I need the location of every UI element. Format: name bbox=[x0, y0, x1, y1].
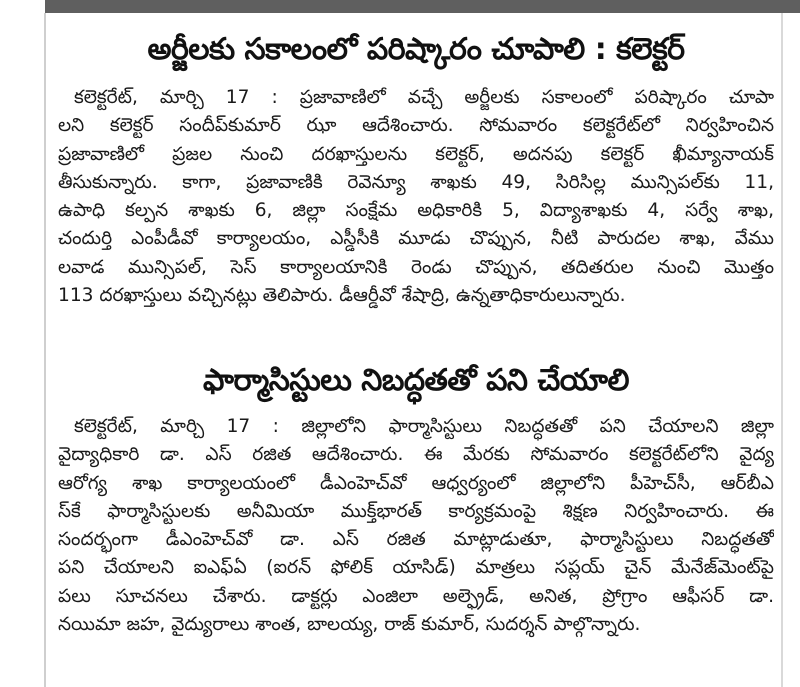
article-pharmacists bbox=[58, 359, 774, 639]
article-line: ఉపాధి కల్పన శాఖకు 6, జిల్లా సంక్షేమ అధికారికి 5, విద్యాశాఖకు 4, సర్వే శాఖ, bbox=[58, 200, 774, 222]
article-line: తీసుకున్నారు. కాగా, ప్రజావాణికి రెవెన్యూ శాఖకు 49, సిరిసిల్ల మున్సిపల్‌కు 11, bbox=[58, 171, 774, 193]
article-line: ఆరోగ్య శాఖ కార్యాలయంలో డీఎంహెచ్‌వో ఆధ్వర్యంలో జిల్లాలోని పీహెచ్‌సీ, ఆర్‌బీఎ bbox=[58, 472, 774, 494]
article-line: కలెక్టరేట్, మార్చి 17 : జిల్లాలోని ఫార్మాసిస్టులు నిబద్ధతతో పని చేయాలని జిల్లా bbox=[74, 416, 774, 437]
article-line: లని కలెక్టర్ సందీప్‌కుమార్ ఝా ఆదేశించారు. సోమవారం కలెక్టరేట్‌లో నిర్వహించిన bbox=[58, 115, 774, 137]
article-body bbox=[58, 413, 774, 639]
article-line: వైద్యాధికారి డా. ఎస్ రజిత ఆదేశించారు. ఈ మేరకు సోమవారం కలెక్టరేట్‌లోని వైద్య bbox=[58, 444, 774, 466]
article-line: కలెక్టరేట్, మార్చి 17 : ప్రజావాణిలో వచ్చే అర్జీలకు సకాలంలో పరిష్కారం చూపా bbox=[74, 87, 774, 108]
article-headline: అర్జీలకు సకాలంలో పరిష్కారం చూపాలి : కలెక్టర్ bbox=[147, 32, 685, 67]
right-column-rule bbox=[781, 13, 783, 687]
article-collector-grievances bbox=[58, 28, 774, 310]
article-line: పలు సూచనలు చేశారు. డాక్టర్లు ఎంజిలా అల్ఫ్రెడ్, అనిత, ప్రోగ్రాం ఆఫీసర్ డా. bbox=[58, 585, 774, 607]
article-line: సందర్భంగా డీఎంహెచ్‌వో డా. ఎస్ రజిత మాట్లాడుతూ, ఫార్మాసిస్టులు నిబద్ధతతో bbox=[58, 529, 774, 551]
article-line: స్‌కే ఫార్మాసిస్టులకు అనీమియా ముక్త్‌భారత్ కార్యక్రమంపై శిక్షణ నిర్వహించారు. ఈ bbox=[58, 500, 774, 522]
article-line: నయిమా జహ, వైద్యురాలు శాంత, బాలయ్య, రాజ్ కుమార్, సుదర్శన్ పాల్గొన్నారు. bbox=[58, 614, 641, 636]
article-line: పని చేయాలని ఐఎఫ్ఏ (ఐరన్ ఫోలిక్ యాసిడ్) మాత్రలు సప్లయ్ చైన్ మేనేజ్‌మెంట్‌పై bbox=[58, 557, 774, 579]
article-headline: ఫార్మాసిస్టులు నిబద్ధతతో పని చేయాలి bbox=[203, 363, 629, 398]
article-line: 113 దరఖాస్తులు వచ్చినట్లు తెలిపారు. డీఆర్డీవో శేషాద్రి, ఉన్నతాధికారులున్నారు. bbox=[58, 285, 626, 307]
left-column-rule bbox=[44, 13, 46, 687]
article-line: ప్రజావాణిలో ప్రజల నుంచి దరఖాస్తులను కలెక్టర్, అదనపు కలెక్టర్ ఖీమ్యానాయక్ bbox=[58, 143, 774, 165]
article-line: లవాడ మున్సిపల్, సెస్ కార్యాలయానికి రెండు చొప్పున, తదితరుల నుంచి మొత్తం bbox=[58, 256, 774, 278]
article-body bbox=[58, 84, 774, 310]
next-article-cutoff bbox=[58, 676, 774, 687]
page-header-bar bbox=[45, 0, 800, 13]
article-line: చందుర్తి ఎంపీడీవో కార్యాలయం, ఎస్డీసీకి మూడు చొప్పున, నీటి పారుదల శాఖ, వేము bbox=[58, 228, 774, 250]
